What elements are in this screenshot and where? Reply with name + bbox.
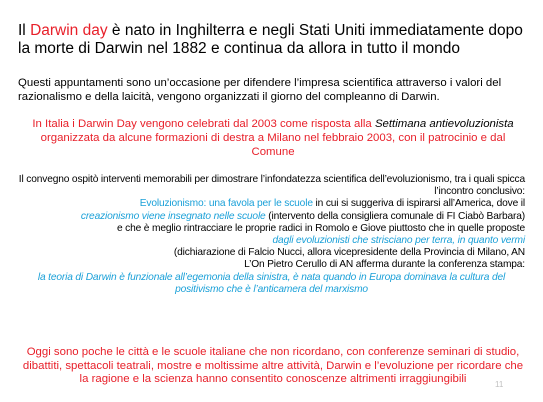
convegno-line2-row [18,198,525,210]
italy-italic: Settimana antievoluzionista [374,118,514,130]
convegno-line3: (intervento della consigliera comunale di FI Ciabò Barbara) [265,210,525,222]
title-part1: Il [18,22,31,39]
page-number: 11 [495,380,504,389]
convegno-line2: in cui si suggeriva di ispirarsi all’America, dove il [312,198,525,210]
convegno-line5: (dichiarazione di Falcio Nucci, allora vicepresidente della Provincia di Milano, AN [173,247,525,259]
italy-part2: organizzata da alcune formazioni di destra a Milano nel febbraio 2003, con il patrocinio e dal Comune [40,132,506,158]
italy-part1: In Italia i Darwin Day vengono celebrati dal 2003 come risposta alla [32,118,375,130]
convegno-line3-row [18,211,525,223]
slide-title [18,22,528,58]
title-part2: è nato in Inghilterra e negli Stati Uniti immediatamente dopo la morte di Darwin nel 1882 e continua da allora in tutto il mondo [18,22,523,57]
convegno-line1: Il convegno ospitò interventi memorabili per dimostrare l’infondatezza scientifica dell’evoluzionismo, tra i quali spicca l’incontro conclusivo: [18,174,525,198]
convegno-line6: L’On Pietro Cerullo di AN afferma durante la conferenza stampa: [244,259,525,271]
intro-paragraph: Questi appuntamenti sono un’occasione per difendere l’impresa scientifica attraverso i valori del razionalismo e della laicità, vengono organizzati il giorno del compleanno di Darwin. [18,77,502,103]
convegno-paragraph [18,174,525,296]
italy-paragraph [18,117,528,159]
convegno-quote4: la teoria di Darwin è funzionale all’egemonia della sinistra, è nata quando in Europa dominava la cultura del positivismo che è l’anticamera del marxismo [37,271,506,295]
today-paragraph: Oggi sono poche le città e le scuole italiane che non ricordano, con conferenze seminari di studio, dibattiti, spettacoli teatrali, mostre e moltissime altre attività, Darwin e l’evoluzione per ricordare che la ragione e la scienza hanno consentito conoscenze altrimenti irraggiungibili [22,346,524,386]
title-darwin-day: Darwin day [30,22,108,39]
convegno-quote2: creazionismo viene insegnato nelle scuole [80,210,266,222]
convegno-quote1: Evoluzionismo: una favola per le scuole [139,198,313,210]
convegno-quote3: dagli evoluzionisti che strisciano per terra, in quanto vermi [272,235,525,247]
convegno-line4: e che è meglio rintracciare le proprie radici in Romolo e Giove piuttosto che in quelle proposte [116,222,525,234]
